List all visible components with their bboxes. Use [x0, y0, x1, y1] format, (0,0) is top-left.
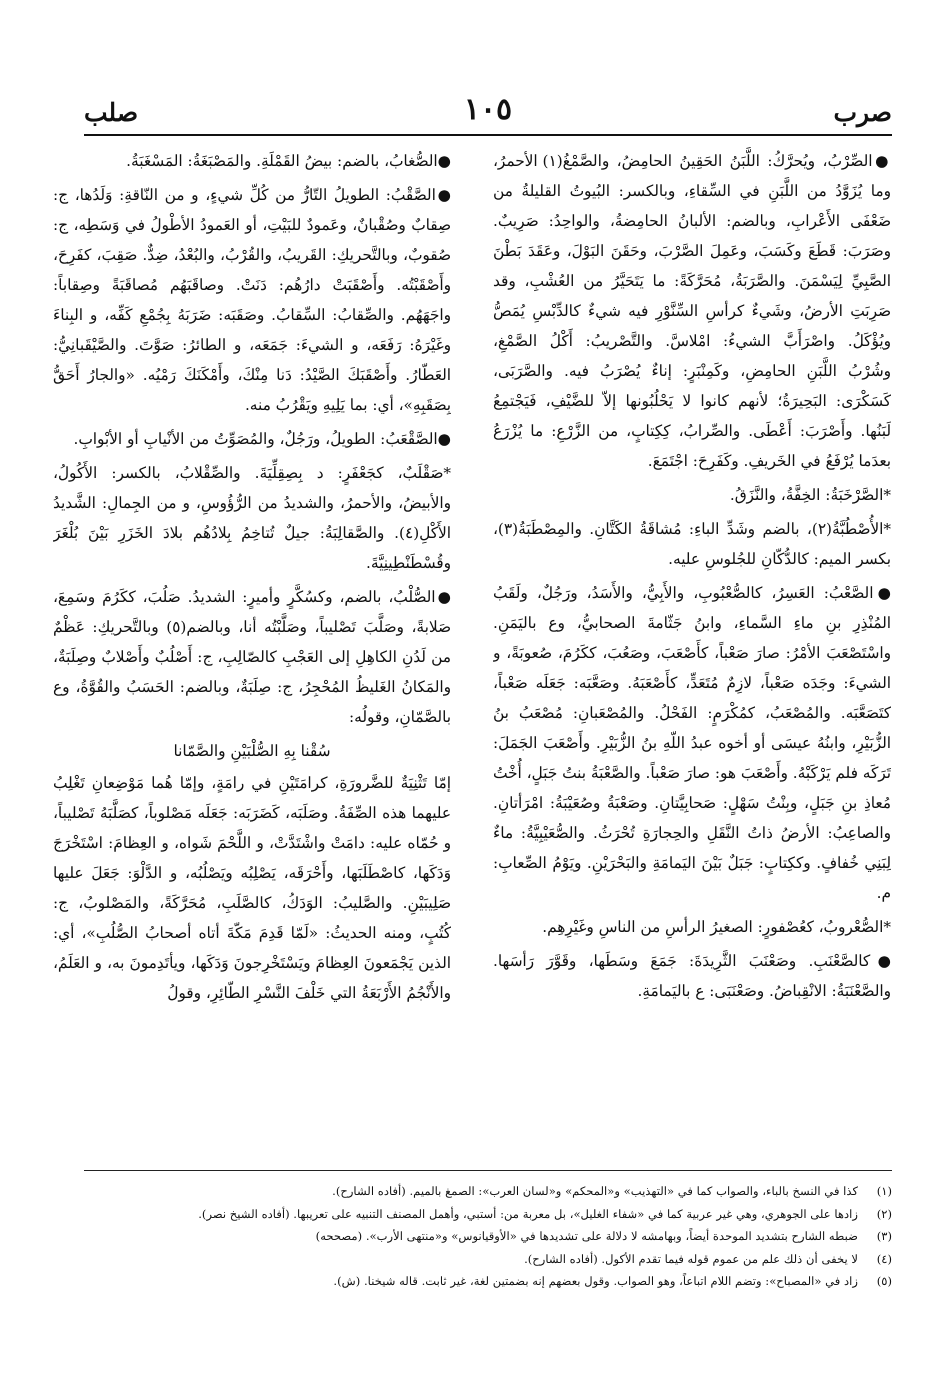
footnote-item: (٥)زاد في «المصباح»: وتضم اللام اتباعاً، وهو الصواب. وقول بعضهم إنه بضمتين لغة، غير ثابت. قاله شيخنا. (ش). [333, 1274, 892, 1288]
header-keyword-left: صلب [84, 98, 139, 127]
header-keyword-right: صرب [833, 98, 892, 127]
entry-sarb: ●الصِّرْبُ، ويُحرَّكُ: اللَّبَنُ الحَقِينُ الحامِضُ، والصَّمْغُ(١) الأحمرُ، وما يُزَوَّدُ من اللَّبَنِ في السِّقاءِ، وبالكسر: البُيوتُ القليلةُ من ضَعْفَى الأَعْرابِ، وبالضم: الألبانُ الحامِضةُ، والواحِدُ: صَرِيبٌ. وصَرَبَ: قَطَعَ وكَسَبَ، وعَمِلَ الصَّرْبَ، وحَقَنَ البَوْلَ، وعَقَدَ بَطْنَ الصَّبِيِّ لِيَسْمَنَ. والصَّرَبَةُ، مُحَرَّكَةً: ما يَتَحَيَّرُ من العُشْبِ، وقد صَرِبَتِ الأرضُ، وشَيءٌ كرأسِ السِّنَّوْرِ فيه شيءٌ كالدِّبْسِ يُمَصُّ ويُؤْكَلُ. واصْرَأَبَّ الشيءُ: امْلاسَّ. والتَّصْريبُ: أَكْلُ الصَّمْغِ، وشُرْبُ اللَّبَنِ الحامِضِ، وكَمِنْبَرٍ: إناءٌ يُصْرَبُ فيه. والصَّرَبَى، كَسَكْرَى: البَحِيرَةُ؛ لأنهم كانوا لا يَحْلُبُونها إلاّ للضَّيْفِ، فَيَجْتمِعُ لَبَنُها. وأَصْرَبَ: أَعْطَى. والصِّرابُ، كِكِتابٍ، من الزَّرْعِ: ما يُزْرَعُ بعدَما يُرْفَعُ في الخَريفِ. وكَفَرِحَ: اجْتَمَعَ. [493, 152, 891, 470]
entry-sughab: ●الصُّغابُ، بالضم: بيضُ القَمْلَةِ. والمَصْبَغَةُ: المَسْغَبَةُ. [126, 152, 451, 170]
entry-sulb-continued: إمّا تَثْنِيَةٌ للضَّرورَةِ، كرامَتَيْنِ في رامَةٍ، وإمّا هُما مَوْضِعانِ تَغْلِبُ عليهما هذه الصِّفَةُ. وصَلَبَه، كَضَرَبَه: جَعَلَه مَصْلوباً، كصَلَّبَهُ تَصْليباً، و حُمّاه عليه: دامَتْ واشْتَدَّتْ، و اللَّحْمَ شَواه، و العِظامَ: اسْتَخْرَجَ وَدَكَها، كاصْطَلَبَها، وأَحْرَقَه، يَصْلِبُه ويَصْلُبُه، و الدَّلْوَ: جَعَلَ عليها صَلِيبَيْنِ. والصَّليبُ: الوَدَكُ، كالصَّلَبِ، مُحَرَّكَةً، والمَصْلوبُ، ج: كُتُبٍ، ومنه الحديثُ: «لَمّا قَدِمَ مَكّةَ أتاه أصحابُ الصُّلُبِ»، أي: الذين يَجْمَعونَ العِظامَ ويَسْتَخْرِجونَ وَدَكَها، ويأتَدِمونَ به، و العَلَمُ، والأَنْجُمُ الأَرْبَعَةُ التي خَلْفَ النَّسْرِ الطّائِرِ، وقولُ [53, 774, 451, 1002]
entry-sab: ●الصَّعْبُ: العَسِرُ، كالصُّعْبُوبِ، والأَبِيُّ، والأَسَدُ، ورَجُلٌ، ولَقَبُ المُنْذِرِ بنِ ماءِ السَّماءِ، وابنُ جَثّامةَ الصحابيُّ، وع باليَمَنِ. واسْتَصْعَبَ الأمْرُ: صارَ صَعْباً، كأَصْعَبَ، وصَعُبَ، ككَرُمَ، صُعوبَةً، و الشيءَ: وجَدَه صَعْباً، لازِمٌ مُتَعَدٍّ، كأَصْعَبَهُ. وصَعَّبَه: جَعَلَه صَعْباً، كتَصَعَّبَه. والمُصْعَبُ، كمُكْرَمٍ: الفَحْلُ. والمُصْعَبانِ: مُصْعَبُ بنُ الزُّبَيْرِ، وابنُهُ عيسَى أو أخوه عبدُ اللّهِ بنُ الزُّبَيْرِ. وأَصْعَبَ الجَمَلَ: تَرَكَه فلم يَرْكَبْهُ. وأَصْعَبَ هو: صارَ صَعْباً. والصَّعْبَةُ بنتُ جَبَلٍ، أُخْتُ مُعاذِ بنِ جَبَلٍ، وبِنْتُ سَهْلٍ: صَحابِيَّتانِ. وصَعْبَةُ وصُعَيْبَةُ: امْرَأتانِ. والصاعِبُ: الأرضُ ذاتُ النَّقَلِ والحِجارَةِ تُحْرَثُ. والصُّعَيْبِيَّةُ: ماءٌ لِبَنِي خُفافٍ. وككِتابٍ: جَبَلٌ بَيْنَ اليَمامَةِ والبَحْرَيْنِ. ويَوْمُ الصِّعابِ: م. [493, 584, 891, 902]
entry-ustubba: *الأُصْطُبَّةُ(٢)، بالضم وشَدِّ الباءِ: مُشاقَةُ الكَتَّانِ. والمِصْطَبَةُ(٣)، بكسر الميم: كالدُّكّانِ للجُلوسِ عليه. [493, 520, 891, 568]
entry-sulb: ●الصُّلْبُ، بالضم، وكسُكَّرٍ وأميرٍ: الشديدُ. صَلُبَ، ككَرُمَ وسَمِعَ، صَلابةً، وصَلَّبَ تَصْليباً، وصَلَّبْتُه أنا، وبالضم(٥) وبالتَّحريكِ: عَظْمٌ من لَدُنِ الكاهِلِ إلى العَجْبِ كالصّالِبِ، ج: أَصْلُبٌ وأَصْلابٌ وصِلَبَةٌ، والمَكانُ الغَليظُ المُحْجِرُ، ج: صِلَبَةٌ، وبالضم: الحَسَبُ والقُوَّةُ، وع بالصَّمّانِ، وقولُه: [53, 588, 451, 726]
footnotes [84, 1180, 892, 1370]
footnote-rule [84, 1170, 892, 1171]
footnote-item: (٢)زادها على الجوهري، وهي غير عربية كما في «شفاء الغليل»، بل معربة من: أستبي، وأهمل المصنف التنبيه على تعريبها. (أفاده الشيخ نصر). [198, 1206, 892, 1221]
poetry-verse: سُقْنا بِهِ الصُّلْبَيْنِ والصَّمّانا [173, 742, 331, 760]
footnote-item: (٣)ضبطه الشارح بتشديد الموحدة أيضاً، وبهامشه لا دلالة على تشديدها في «الأوقيانوس» و«منتهى الأرب». (مصححه) [315, 1229, 892, 1243]
entry-saqb: ●الصَّقْبُ: الطويلُ التّارُّ من كُلِّ شيءٍ، و من النّاقةِ: وَلَدُها، ج: صِقابٌ وصُقْبانٌ، وعَمودٌ للبَيْتِ، أو العَمودُ الأطْولُ في وَسَطِه، ج: صُقوبٌ، وبالتَّحريكِ: القَريبُ، والقُرْبُ، والبُعْدُ، ضِدٌّ. صَقِبَ، كفَرِحَ، وأَصْقَبْتُه. وأَصْقَبَتْ دارُهُم: دَنَتْ. وصاقَبَهُم مُصاقَبَةً وصِقاباً: واجَهَهُم. والصِّقابُ: السِّقابُ. وصَقَبَه: ضَرَبَهُ بِجُمْعِ كَفِّه، و البِناءَ وغَيْرَهُ: رَفَعَه، و الشيءَ: جَمَعَه، و الطائرُ: صَوَّتَ. والصَّيْقَبانِيُّ: العَطّارُ. وأَصْقَبَكَ الصَّيْدُ: دَنا مِنْكَ، وأَمْكَنَكَ رَمْيُه. «والجارُ أَحَقُّ بِصَقَبِهِ»، أي: بما يَلِيهِ ويَقْرُبُ منه. [53, 186, 451, 414]
footnote-item: (٤)لا يخفى أن ذلك علم من عموم قوله فيما تقدم الأكول. (أفاده الشارح). [524, 1251, 892, 1266]
page-header [84, 92, 892, 132]
right-column [493, 146, 891, 1156]
header-rule [84, 134, 892, 136]
footnote-item: (١)كذا في النسخ بالباء، والصواب كما في «التهذيب» و«المحكم» و«لسان العرب»: الصمغ بالميم. (أفاده الشارح). [332, 1184, 892, 1198]
entry-sanab: ●كالصَّعْنَبِ. وصَعْنَبَ الثَّرِيدَةَ: جَمَعَ وسَطَها، وقَوَّرَ رَأسَها. والصَّعْنَبَةُ: الانْقِباضُ. وصَعْنَبَى: ع باليَمامَةِ. [493, 952, 891, 1000]
page-number: ١٠٥ [463, 92, 513, 127]
entry-saqlab: *صَقْلَبٌ، كجَعْفَرٍ: د بِصِقِلِّيَةَ. والصِّقْلابُ، بالكسر: الأَكُولُ، والأبيضُ، والأحمرُ، والشديدُ من الرُّؤُوسِ، و من الجِمالِ: الشَّديدُ الأَكْلِ(٤). والصَّقالِبَةُ: جيلٌ تُتاخِمُ بِلادُهُم بلادَ الخَزَرِ بَيْنَ بُلْغَرَ وقُسْطَنْطِينِيَّةَ. [53, 464, 451, 572]
entry-suruub: *الصُّعْروبُ، كعُصْفورٍ: الصغيرُ الرأسِ من الناسِ وغَيْرِهِم. [542, 918, 891, 936]
entry-sarkhaba: *الصَّرْخَبَةُ: الخِفَّةُ، والنَّزَقُ. [729, 486, 891, 504]
left-column [53, 146, 451, 1156]
entry-saqab: ●الصَّقْعَبُ: الطويلُ، ورَجُلٌ، والمُصَوِّتُ من الأنْيابِ أو الأبْوابِ. [73, 430, 451, 448]
